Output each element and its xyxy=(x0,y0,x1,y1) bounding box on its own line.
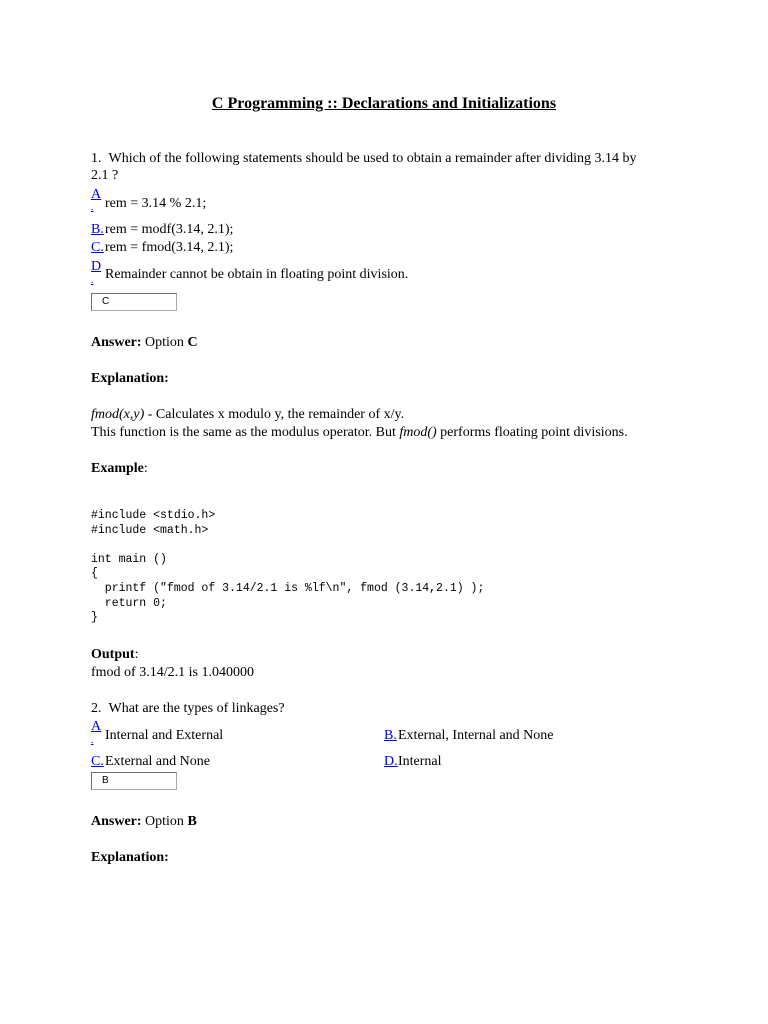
q1-option-b-link[interactable]: B. xyxy=(91,222,104,237)
q2-explanation-label: Explanation: xyxy=(91,850,169,865)
q2-answer-text: Option xyxy=(145,814,184,829)
q2-answer-input[interactable]: B xyxy=(91,772,177,790)
q1-answer-label: Answer: xyxy=(91,335,142,350)
q1-explanation-line1: fmod(x,y) - Calculates x modulo y, the remainder of x/y. xyxy=(91,407,405,422)
q1-answer-value: C xyxy=(187,335,198,350)
q2-option-b-link[interactable]: B. xyxy=(384,728,397,743)
question-1-line1 xyxy=(91,150,637,167)
page-title: C Programming :: Declarations and Initializations xyxy=(211,95,557,112)
q1-answer-input[interactable]: C xyxy=(91,293,177,311)
q1-option-a-link[interactable]: A xyxy=(91,187,102,202)
q2-option-c-link[interactable]: C. xyxy=(91,754,104,769)
q1-explanation-label: Explanation: xyxy=(91,371,169,386)
question-1-line2: 2.1 ? xyxy=(91,168,119,183)
q1-example-label: Example: xyxy=(91,461,148,476)
question-1-number: 1. xyxy=(91,151,102,166)
q1-output-text: fmod of 3.14/2.1 is 1.040000 xyxy=(91,665,254,680)
question-2-line xyxy=(91,700,285,717)
fmod-function-name: fmod(x,y) xyxy=(91,407,145,422)
question-2-number: 2. xyxy=(91,701,102,716)
q2-answer-value: B xyxy=(187,814,197,829)
q1-option-c-text: rem = fmod(3.14, 2.1); xyxy=(105,240,234,255)
q1-answer-line xyxy=(91,334,198,351)
q1-option-d-dot[interactable]: . xyxy=(91,275,94,286)
q1-answer-text: Option xyxy=(145,335,184,350)
q2-option-b-text: External, Internal and None xyxy=(398,728,554,743)
q2-answer-line xyxy=(91,813,197,830)
q2-option-a-dot[interactable]: . xyxy=(91,735,94,746)
q2-option-a-link[interactable]: A xyxy=(91,719,102,734)
q1-option-a-dot[interactable]: . xyxy=(91,202,94,213)
q1-option-b-text: rem = modf(3.14, 2.1); xyxy=(105,222,234,237)
fmod-call-name: fmod() xyxy=(399,425,437,440)
q1-option-a-text: rem = 3.14 % 2.1; xyxy=(105,196,207,211)
q2-option-a-text: Internal and External xyxy=(105,728,224,743)
q2-option-c-text: External and None xyxy=(105,754,210,769)
q2-answer-label: Answer: xyxy=(91,814,142,829)
q1-option-d-text: Remainder cannot be obtain in floating point division. xyxy=(105,267,409,282)
q2-option-d-text: Internal xyxy=(398,754,442,769)
q1-option-c-link[interactable]: C. xyxy=(91,240,104,255)
q1-explanation-line2: This function is the same as the modulus operator. But fmod() performs floating point divisions. xyxy=(91,425,628,440)
q2-option-d-link[interactable]: D. xyxy=(384,754,398,769)
question-1-text: Which of the following statements should be used to obtain a remainder after dividing 3.14 by xyxy=(108,151,637,166)
q1-option-d-link[interactable]: D xyxy=(91,259,102,274)
question-2-text: What are the types of linkages? xyxy=(108,701,285,716)
q1-output-label: Output: xyxy=(91,647,139,662)
q1-example-code: #include <stdio.h> #include <math.h> int main () { printf ("fmod of 3.14/2.1 is %lf\n", fmod (3.14,2.1) ); return 0; } xyxy=(91,509,485,625)
